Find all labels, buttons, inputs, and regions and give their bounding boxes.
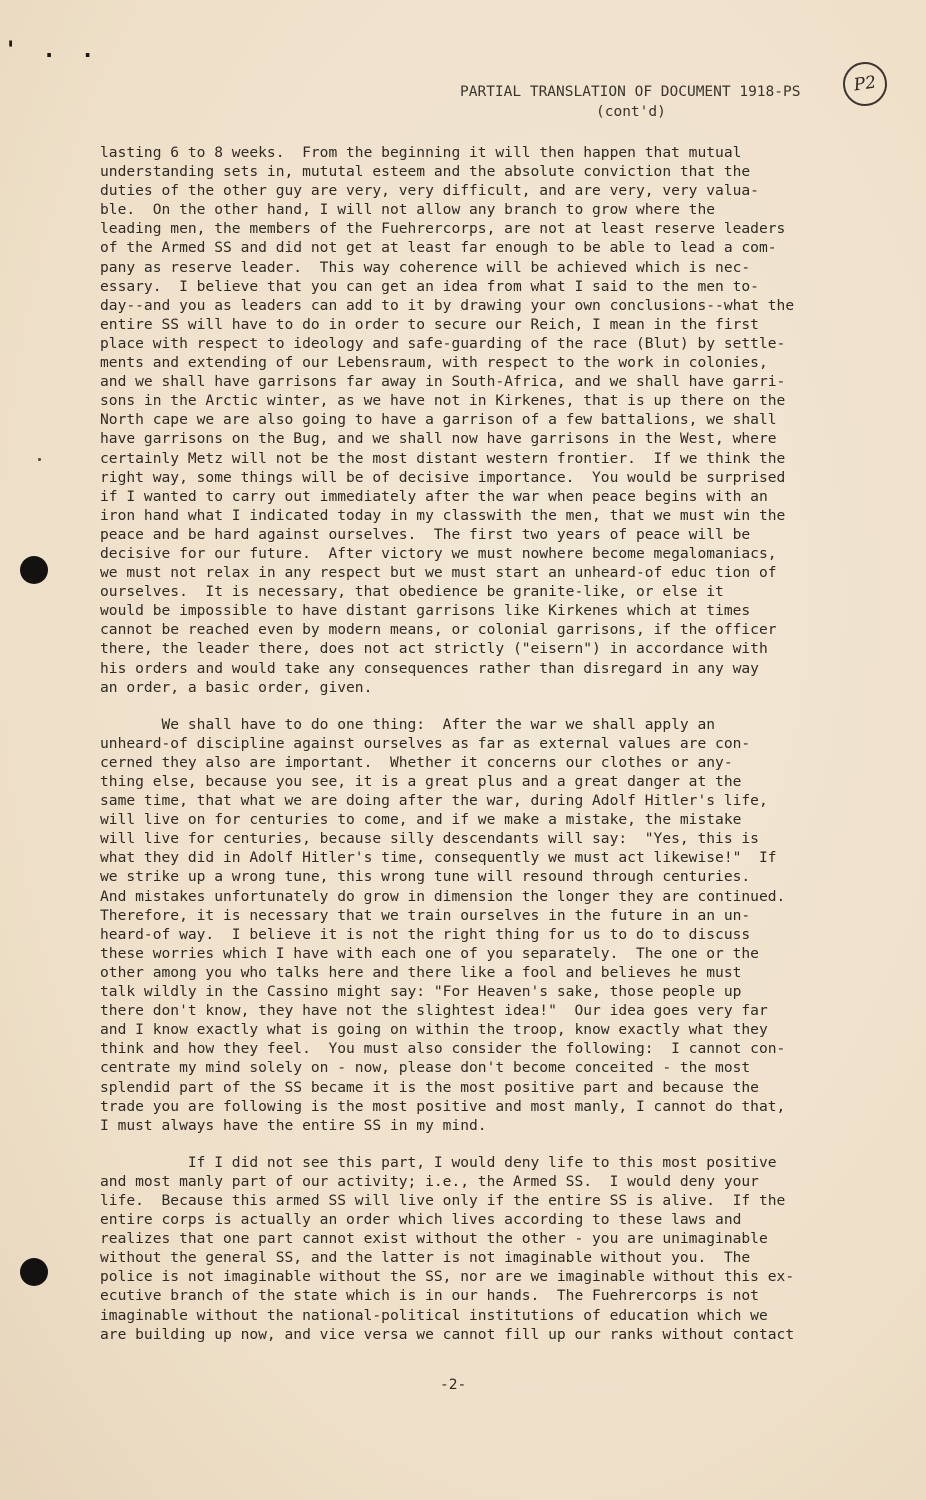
text-line: there, the leader there, does not act strictly ("eisern") in accordance with	[100, 640, 768, 658]
text-line: we must not relax in any respect but we must start an unheard-of educ tion of	[100, 564, 777, 582]
text-line: his orders and would take any consequences rather than disregard in any way	[100, 659, 759, 677]
text-line: talk wildly in the Cassino might say: "For Heaven's sake, those people up	[100, 983, 742, 1001]
text-line: and we shall have garrisons far away in South-Africa, and we shall have garri-	[100, 373, 786, 391]
text-line: splendid part of the SS became it is the most positive part and because the	[100, 1078, 759, 1096]
text-line: peace and be hard against ourselves. The first two years of peace will be	[100, 525, 751, 543]
text-line: ments and extending of our Lebensraum, with respect to the work in colonies,	[100, 354, 768, 372]
text-line: have garrisons on the Bug, and we shall now have garrisons in the West, where	[100, 430, 777, 448]
text-line: realizes that one part cannot exist without the other - you are unimaginable	[100, 1230, 768, 1248]
text-line: entire corps is actually an order which lives according to these laws and	[100, 1211, 742, 1229]
text-line: ecutive branch of the state which is in our hands. The Fuehrercorps is not	[100, 1287, 759, 1305]
text-line: Therefore, it is necessary that we train ourselves in the future in an un-	[100, 906, 751, 924]
text-line: day--and you as leaders can add to it by drawing your own conclusions--what the	[100, 296, 795, 314]
text-line: of the Armed SS and did not get at least far enough to be able to lead a com-	[100, 239, 777, 257]
text-line: cannot be reached even by modern means, or colonial garrisons, if the officer	[100, 621, 777, 639]
text-line: certainly Metz will not be the most distant western frontier. If we think the	[100, 449, 786, 467]
text-line: there don't know, they have not the slightest idea!" Our idea goes very far	[100, 1002, 768, 1020]
document-subtitle: (cont'd)	[596, 104, 666, 120]
punch-hole-top	[20, 556, 48, 584]
text-line: what they did in Adolf Hitler's time, consequently we must act likewise!" If	[100, 849, 777, 867]
text-line: lasting 6 to 8 weeks. From the beginning it will then happen that mutual	[100, 144, 742, 161]
handwritten-page-tag: P2	[840, 59, 890, 109]
document-header	[460, 82, 850, 122]
text-line: an order, a basic order, given.	[100, 678, 373, 696]
text-line: duties of the other guy are very, very difficult, and are very, very valua-	[100, 182, 759, 200]
page-number: -2-	[440, 1377, 467, 1393]
text-line: we strike up a wrong tune, this wrong tune will resound through centuries.	[100, 868, 751, 886]
text-line: are building up now, and vice versa we cannot fill up our ranks without contact	[100, 1325, 795, 1343]
text-line: if I wanted to carry out immediately after the war when peace begins with an	[100, 487, 768, 505]
text-line: decisive for our future. After victory we must nowhere become megalomaniacs,	[100, 544, 777, 562]
text-line: would be impossible to have distant garrisons like Kirkenes which at times	[100, 602, 751, 620]
text-line: other among you who talks here and there like a fool and believes he must	[100, 963, 742, 981]
text-line: will live on for centuries to come, and if we make a mistake, the mistake	[100, 811, 742, 829]
document-title: PARTIAL TRANSLATION OF DOCUMENT 1918-PS	[460, 84, 801, 100]
text-line: And mistakes unfortunately do grow in dimension the longer they are continued.	[100, 887, 786, 905]
text-line: ourselves. It is necessary, that obedience be granite-like, or else it	[100, 583, 724, 601]
text-line: place with respect to ideology and safe-guarding of the race (Blut) by settle-	[100, 334, 786, 352]
text-line: sons in the Arctic winter, as we have not in Kirkenes, that is up there on the	[100, 392, 786, 410]
paragraph	[100, 1153, 860, 1344]
text-line: thing else, because you see, it is a great plus and a great danger at the	[100, 773, 742, 790]
text-line: entire SS will have to do in order to secure our Reich, I mean in the first	[100, 315, 759, 333]
text-line: leading men, the members of the Fuehrercorps, are not at least reserve leaders	[100, 220, 786, 238]
text-line: North cape we are also going to have a garrison of a few battalions, we shall	[100, 411, 777, 429]
text-line: We shall have to do one thing: After the war we shall apply an	[100, 715, 716, 733]
text-line: understanding sets in, mututal esteem and the absolute conviction that the	[100, 163, 751, 181]
text-line: heard-of way. I believe it is not the right thing for us to do to discuss	[100, 925, 751, 943]
paragraph-container	[100, 143, 860, 1344]
text-line: essary. I believe that you can get an idea from what I said to the men to-	[100, 277, 759, 295]
text-line: iron hand what I indicated today in my classwith the men, that we must win the	[100, 506, 786, 524]
text-line: will live for centuries, because silly descendants will say: "Yes, this is	[100, 830, 759, 848]
text-line: I must always have the entire SS in my mind.	[100, 1116, 487, 1134]
text-line: and most manly part of our activity; i.e., the Armed SS. I would deny your	[100, 1172, 759, 1190]
text-line: If I did not see this part, I would deny life to this most positive	[100, 1153, 777, 1171]
text-line: life. Because this armed SS will live only if the entire SS is alive. If the	[100, 1191, 786, 1209]
paragraph	[100, 143, 860, 697]
text-line: cerned they also are important. Whether it concerns our clothes or any-	[100, 753, 733, 771]
text-line: ble. On the other hand, I will not allow any branch to grow where the	[100, 201, 716, 219]
corner-mark: ' . .	[4, 38, 101, 63]
text-line: without the general SS, and the latter is not imaginable without you. The	[100, 1249, 751, 1267]
text-line: pany as reserve leader. This way coherence will be achieved which is nec-	[100, 258, 751, 276]
text-line: trade you are following is the most positive and most manly, I cannot do that,	[100, 1097, 786, 1115]
paragraph-gap	[100, 697, 860, 715]
text-line: and I know exactly what is going on within the troop, know exactly what they	[100, 1021, 768, 1039]
text-line: think and how they feel. You must also consider the following: I cannot con-	[100, 1040, 786, 1058]
text-line: these worries which I have with each one of you separately. The one or the	[100, 944, 759, 962]
document-body	[100, 143, 860, 1344]
margin-mark	[38, 458, 41, 461]
text-line: same time, that what we are doing after the war, during Adolf Hitler's life,	[100, 792, 768, 810]
text-line: right way, some things will be of decisive importance. You would be surprised	[100, 468, 786, 486]
text-line: centrate my mind solely on - now, please don't become conceited - the most	[100, 1059, 751, 1077]
text-line: police is not imaginable without the SS, nor are we imaginable without this ex-	[100, 1268, 795, 1286]
punch-hole-bottom	[20, 1258, 48, 1286]
text-line: imaginable without the national-political institutions of education which we	[100, 1306, 768, 1324]
paragraph	[100, 715, 860, 1135]
text-line: unheard-of discipline against ourselves as far as external values are con-	[100, 734, 751, 752]
paragraph-gap	[100, 1135, 860, 1153]
